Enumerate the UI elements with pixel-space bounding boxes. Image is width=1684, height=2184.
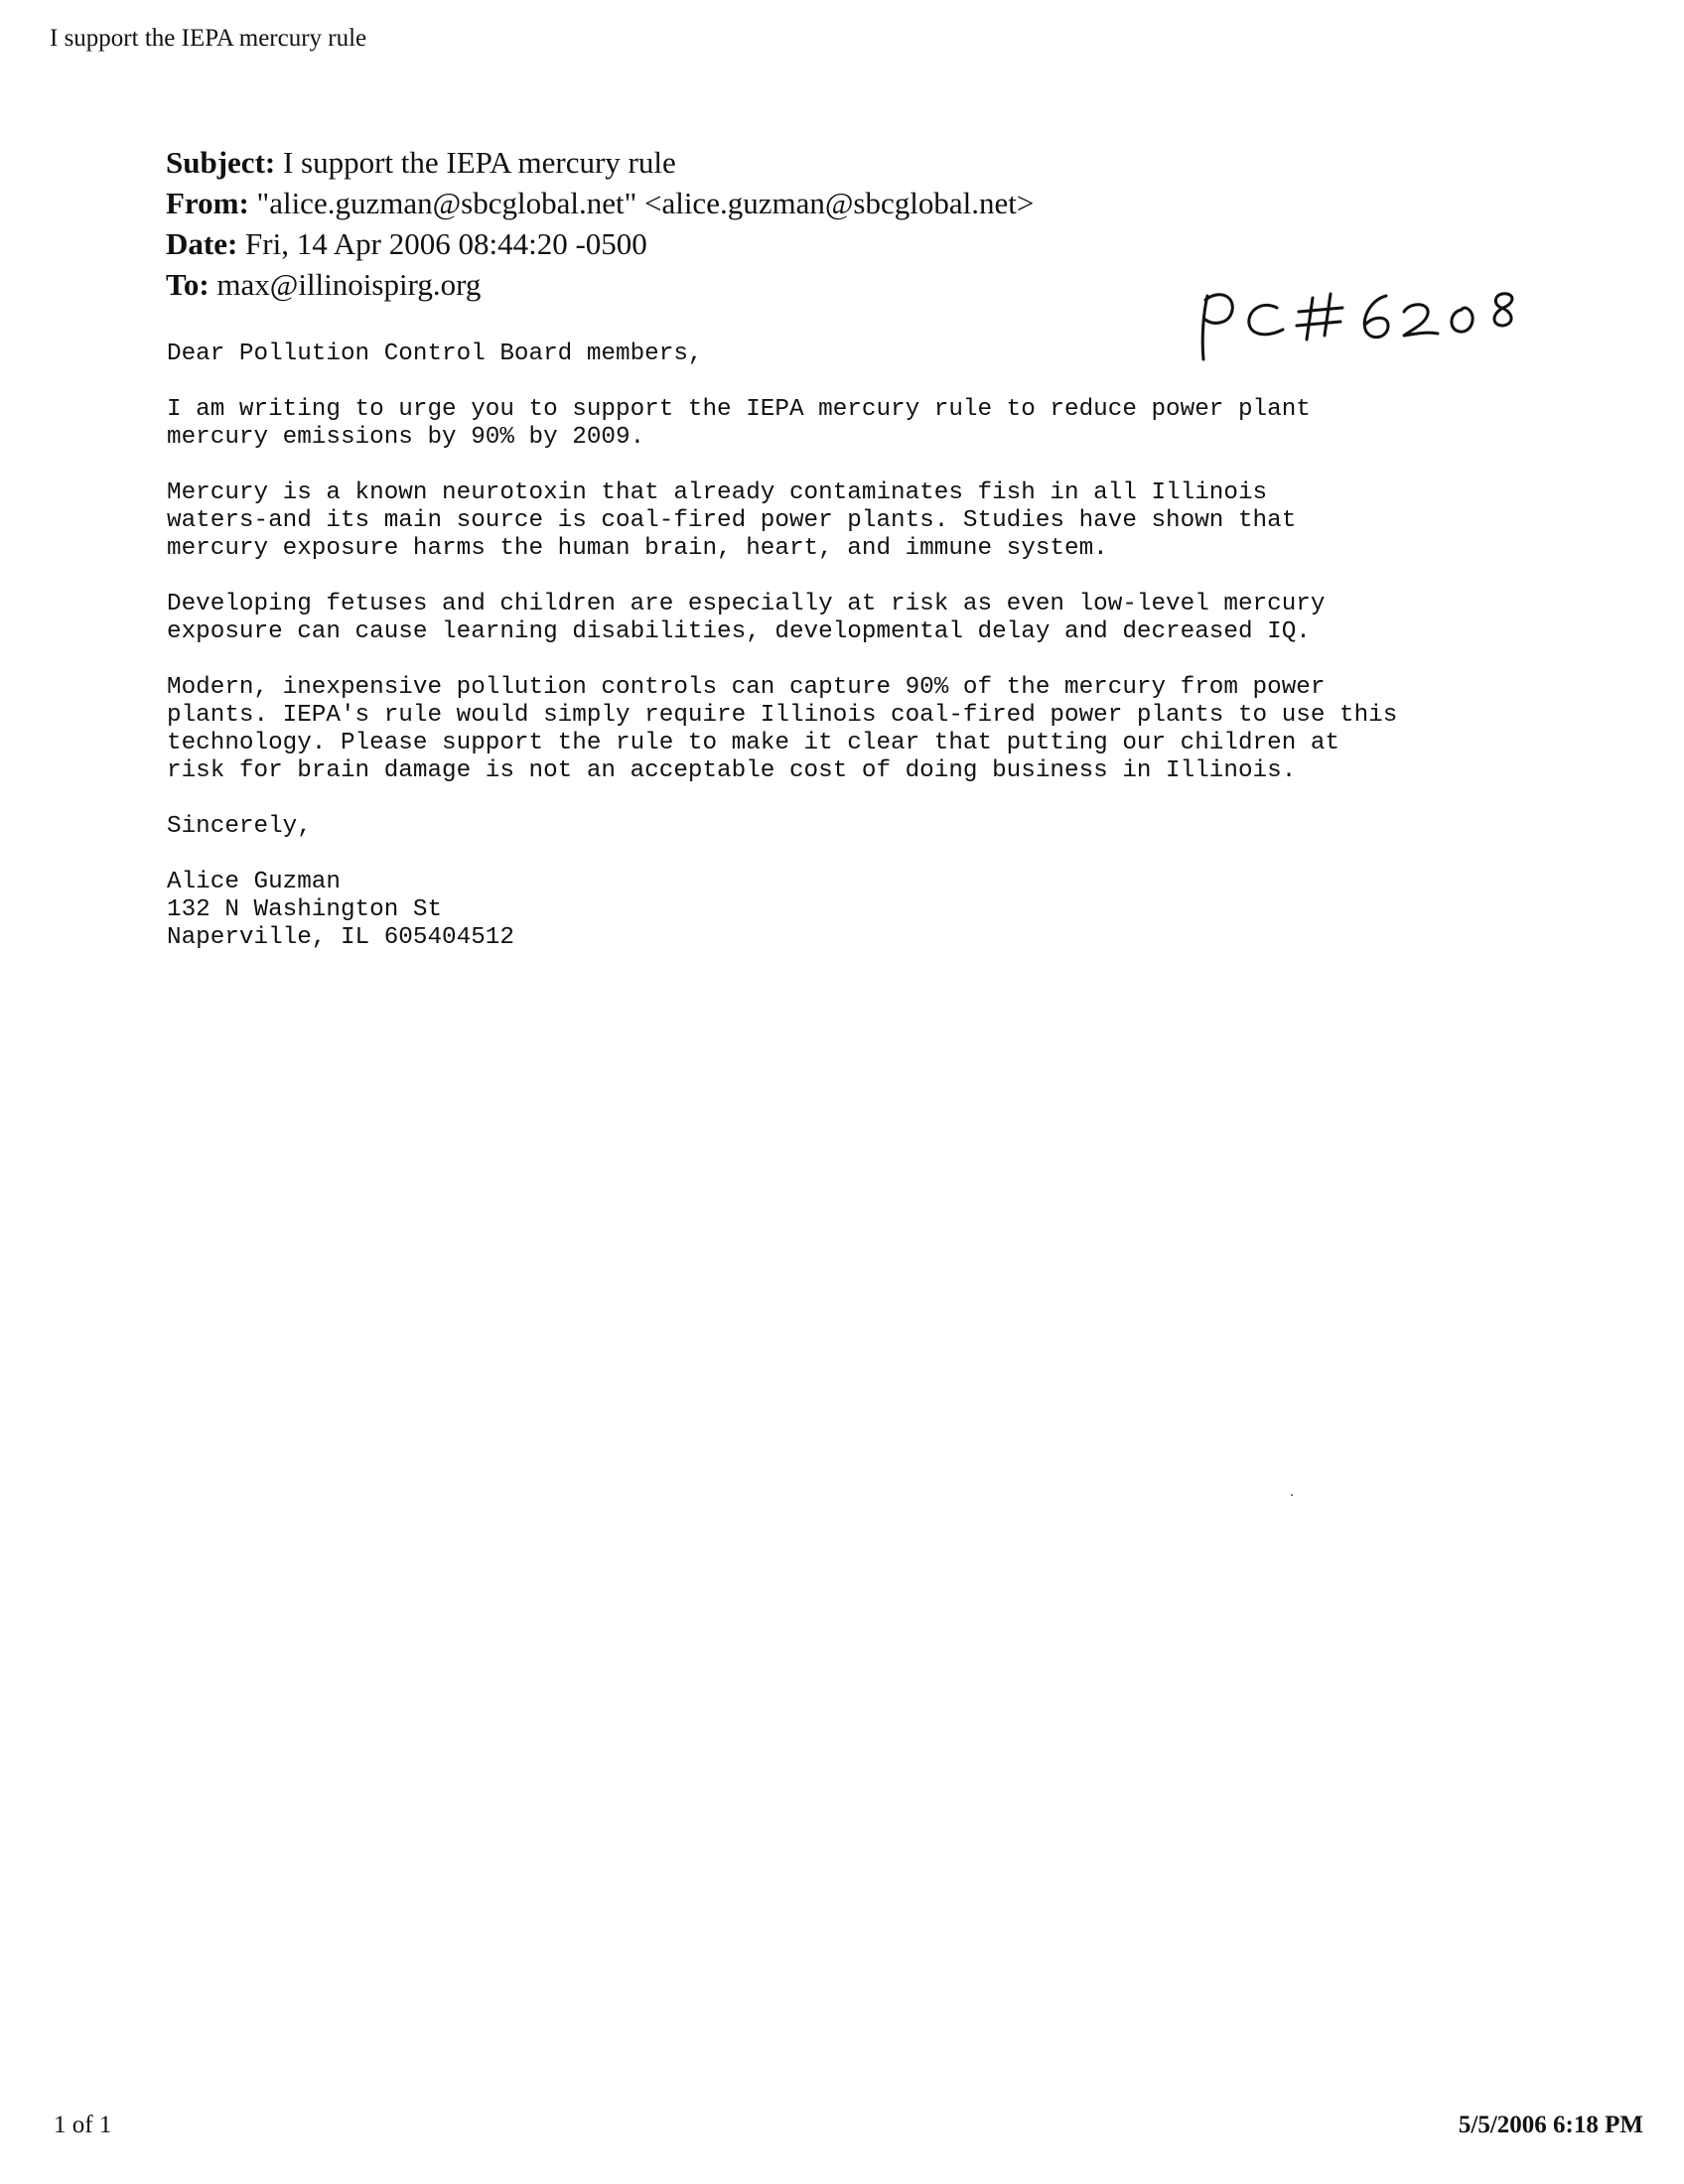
subject-label: Subject:: [166, 145, 276, 180]
signer-city: Naperville, IL 605404512: [167, 924, 514, 951]
paragraph-neurotoxin: [167, 479, 1577, 563]
text-line: I am writing to urge you to support the IEPA mercury rule to reduce power plant: [167, 396, 1311, 423]
text-line: mercury emissions by 90% by 2009.: [167, 424, 645, 451]
text-line: technology. Please support the rule to make it clear that putting our children at: [167, 730, 1340, 756]
paragraph-urge: [167, 396, 1577, 452]
text-line: plants. IEPA's rule would simply require Illinois coal-fired power plants to use this: [167, 702, 1398, 729]
text-line: risk for brain damage is not an acceptable cost of doing business in Illinois.: [167, 757, 1297, 784]
signature-block: [167, 869, 1577, 952]
text-line: Developing fetuses and children are especially at risk as even low-level mercury: [167, 591, 1326, 617]
from-label: From:: [166, 186, 249, 220]
from-value: "alice.guzman@sbcglobal.net" <alice.guzman@sbcglobal.net>: [256, 186, 1035, 220]
text-line: mercury exposure harms the human brain, heart, and immune system.: [167, 535, 1108, 562]
signer-name: Alice Guzman: [167, 869, 341, 895]
text-line: Modern, inexpensive pollution controls can capture 90% of the mercury from power: [167, 674, 1326, 701]
date-value: Fri, 14 Apr 2006 08:44:20 -0500: [245, 226, 647, 261]
page-header-title: I support the IEPA mercury rule: [50, 25, 367, 52]
text-line: exposure can cause learning disabilities, developmental delay and decreased IQ.: [167, 618, 1311, 645]
closing: Sincerely,: [167, 813, 312, 840]
salutation: Dear Pollution Control Board members,: [167, 341, 703, 367]
paragraph-children-risk: [167, 591, 1577, 646]
date-label: Date:: [166, 226, 238, 261]
text-line: Mercury is a known neurotoxin that already contaminates fish in all Illinois: [167, 479, 1268, 506]
letter-body: [167, 341, 1577, 952]
to-label: To:: [166, 267, 210, 302]
from-line: [166, 183, 1457, 223]
subject-value: I support the IEPA mercury rule: [282, 145, 676, 180]
paragraph-pollution-controls: [167, 674, 1577, 785]
date-line: [166, 223, 1457, 264]
to-value: max@illinoispirg.org: [216, 267, 482, 302]
page-number: 1 of 1: [54, 2112, 112, 2138]
scan-speck: [1291, 1494, 1293, 1496]
text-line: waters-and its main source is coal-fired power plants. Studies have shown that: [167, 507, 1297, 534]
subject-line: [166, 142, 1457, 183]
print-timestamp: 5/5/2006 6:18 PM: [1458, 2112, 1643, 2138]
signer-street: 132 N Washington St: [167, 896, 443, 923]
